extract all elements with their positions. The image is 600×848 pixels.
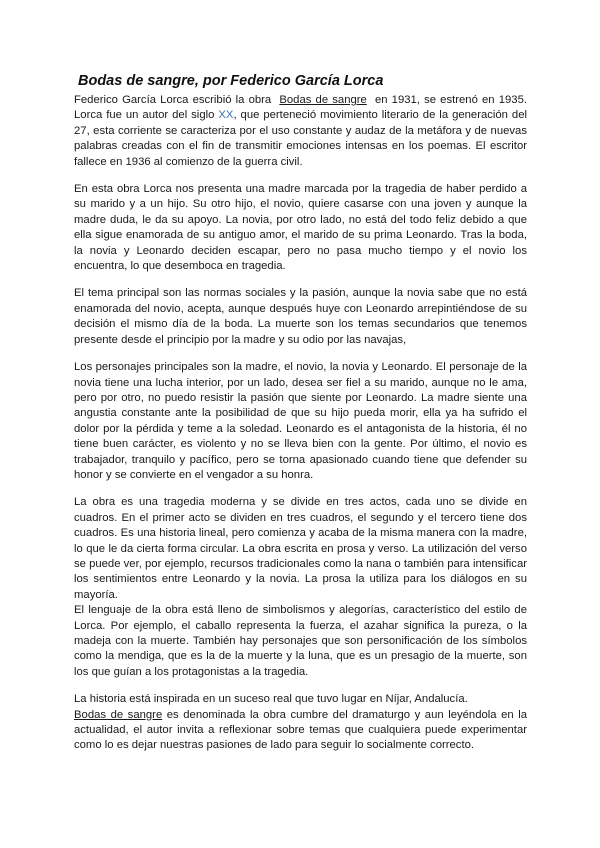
work-title-reference-conclusion: Bodas de sangre (74, 708, 163, 721)
paragraph-intro-text-c: , que perteneció movimiento literario de la generación del 27, esta corriente se caracteriza por el uso constante y audaz de la metáfora y de nuevas palabras creadas con el fin de transmitir emociones intensas en los poemas. El escritor fallece en 1936 al comienzo de la guerra civil. (74, 109, 528, 168)
century-reference: XX (218, 109, 234, 122)
paragraph-intro-text-b: en 1931, se estrenó en 1935. Lorca fue un autor del siglo (74, 94, 528, 122)
work-title-reference: Bodas de sangre (279, 94, 367, 106)
paragraph-inspiration: La historia está inspirada en un suceso real que tuvo lugar en Níjar, Andalucía. (74, 693, 468, 706)
document-body (74, 93, 527, 766)
paragraph-themes: El tema principal son las normas sociales y la pasión, aunque la novia sabe que no está enamorada del novio, acepta, aunque después huye con Leonardo arrepintiéndose de su decisión el mismo día de la boda. La muerte son los temas secundarios que tenemos presente desde el principio por la madre y su odio por las navajas, (74, 287, 527, 346)
paragraph-characters: Los personajes principales son la madre, el novio, la novia y Leonardo. El personaje de la novia tiene una lucha interior, por un lado, desea ser fiel a su marido, aunque no le ama, pero por otro, no puedo resistir la pasión que siente por Leonardo. La madre siente una angustia constante ante la posibilidad de que su hijo pueda morir, ella ya ha sufrido el dolor por la pérdida y teme a la soledad. Leonardo es el antagonista de la historia, él no tiene buen carácter, es violento y no se lleva bien con la gente. Por último, el novio es trabajador, tranquilo y pacífico, pero se torna apasionado cuando tiene que defender su honor y se convierte en el vengador a su honra. (74, 361, 527, 481)
paragraph-intro-text-a: Federico García Lorca escribió la obra (74, 94, 276, 106)
paragraph-plot: En esta obra Lorca nos presenta una madre marcada por la tragedia de haber perdido a su marido y a un hijo. Su otro hijo, el novio, quiere casarse con una joven y aunque la madre duda, le da su apoyo. La novia, por otro lado, no está del todo feliz debido a que ella sigue enamorada de su antiguo amor, el marido de su prima Leonardo. Tras la boda, la novia y Leonardo deciden escapar, pero no pasa mucho tiempo y el novio los encuentra, lo que desemboca en tragedia. (74, 183, 527, 273)
paragraph-structure: La obra es una tragedia moderna y se divide en tres actos, cada uno se divide en cuadros. En el primer acto se dividen en tres cuadros, el segundo y el tercero tiene dos cuadros. Es una historia lineal, pero comienza y acaba de la misma manera con la madre, lo que le da cierta forma circular. La obra escrita en prosa y verso. La utilización del verso se puede ver, por ejemplo, recursos tradicionales como la nana o también para intensificar los sentimientos entre Leonardo y la novia. La prosa la utiliza para los diálogos en su mayoría. (74, 496, 527, 601)
paragraph-language: El lenguaje de la obra está lleno de simbolismos y alegorías, característico del estilo de Lorca. Por ejemplo, el caballo representa la fuerza, el azahar significa la pureza, o la madeja con la muerte. También hay personajes que son personificación de los símbolos como la mendiga, que es la de la muerte y la luna, que es un presagio de la muerte, son los que guían a los protagonistas a la tragedia. (74, 604, 527, 678)
paragraph-conclusion-text: es denominada la obra cumbre del dramaturgo y aun leyéndola en la actualidad, el autor invita a reflexionar sobre temas que cualquiera puede experimentar como lo es dejar nuestras pasiones de lado para seguir lo socialmente correcto. (74, 708, 527, 752)
paragraph-intro (74, 93, 527, 170)
paragraph-conclusion (74, 708, 527, 754)
document-title: Bodas de sangre, por Federico García Lorca (78, 73, 384, 89)
